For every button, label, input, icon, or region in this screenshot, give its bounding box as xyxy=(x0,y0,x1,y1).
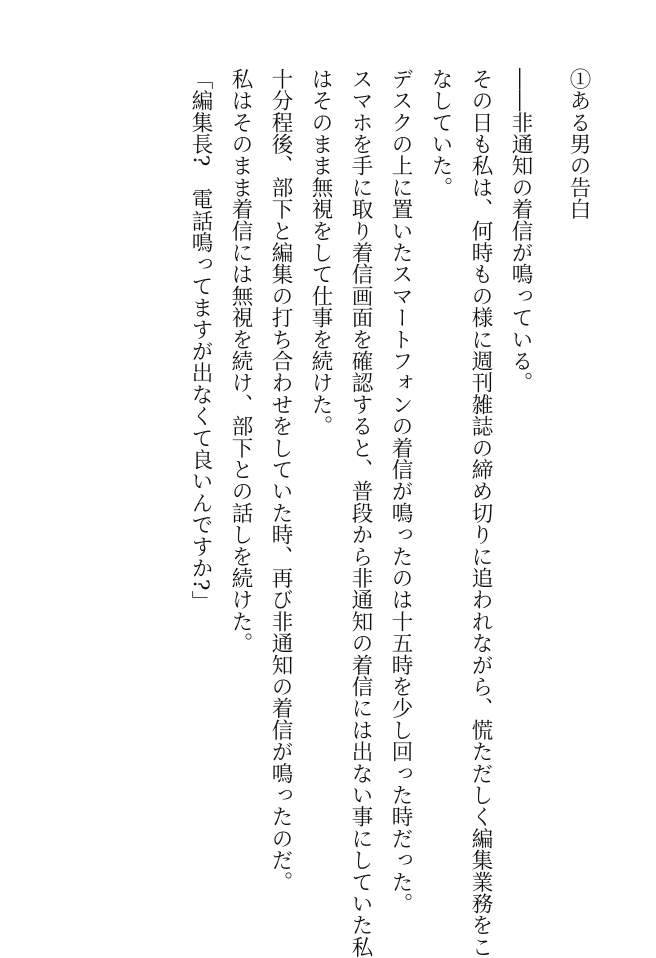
text-line-9: 「編集長? 電話鳴ってますが出なくて良いんですか?」 xyxy=(188,68,213,613)
text-line-4: デスクの上に置いたスマートフォンの着信が鳴ったのは十五時を少し回った時だった。 xyxy=(388,68,413,915)
vertical-text-body xyxy=(180,68,598,958)
text-line-2: その日も私は、何時もの様に週刊雑誌の締め切りに追われながら、慌ただしく編集業務をこ xyxy=(468,68,493,958)
text-line-1: ――非通知の着信が鳴っている。 xyxy=(508,68,533,394)
text-line-6: はそのまま無視をして仕事を続けた。 xyxy=(308,68,333,437)
chapter-title: ①ある男の告白 xyxy=(566,68,591,220)
text-line-3: なしていた。 xyxy=(428,68,453,199)
text-line-7: 十分程後、部下と編集の打ち合わせをしていた時、再び非通知の着信が鳴ったのだ。 xyxy=(268,68,293,893)
text-line-5: スマホを手に取り着信画面を確認すると、普段から非通知の着信には出ない事にしていた私 xyxy=(348,68,373,958)
text-line-8: 私はそのまま着信には無視を続け、部下との話しを続けた。 xyxy=(228,68,253,654)
